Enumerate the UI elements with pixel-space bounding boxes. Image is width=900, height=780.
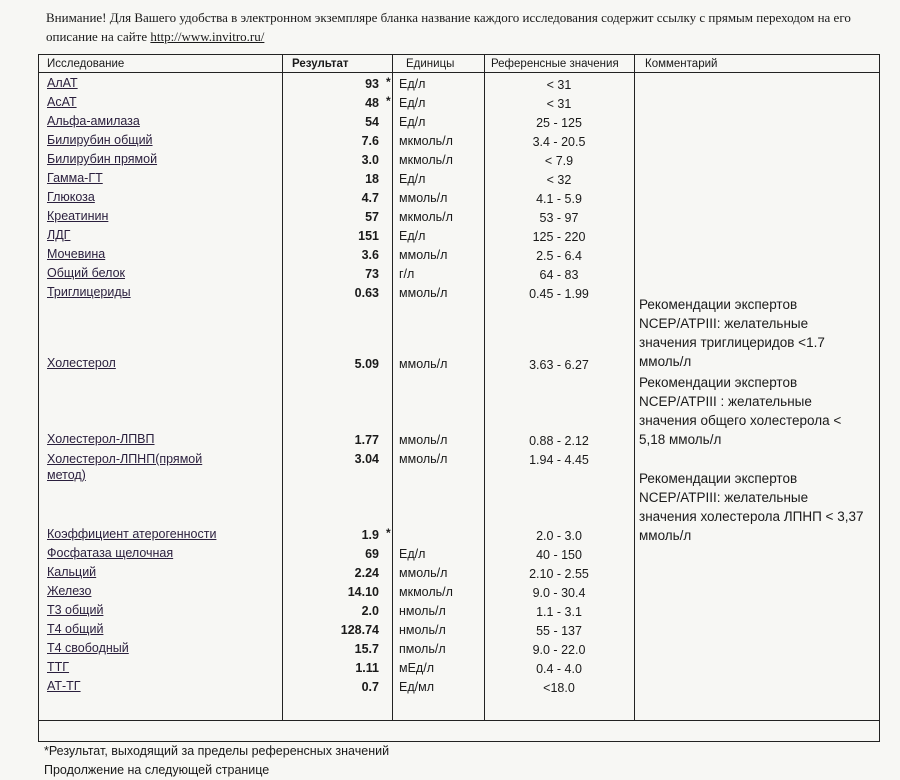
footnote: *Результат, выходящий за пределы референсных значений bbox=[44, 744, 390, 758]
table-row bbox=[39, 450, 879, 482]
reference-range: 2.10 - 2.55 bbox=[529, 567, 589, 581]
unit-value: ммоль/л bbox=[399, 357, 448, 371]
reference-range: < 31 bbox=[546, 78, 572, 92]
table-row bbox=[39, 621, 879, 640]
table-row bbox=[39, 151, 879, 170]
result-value: 2.0 bbox=[361, 604, 379, 618]
reference-range: 0.45 - 1.99 bbox=[529, 287, 589, 301]
table-row bbox=[39, 678, 879, 697]
table-row bbox=[39, 94, 879, 113]
unit-value: пмоль/л bbox=[399, 642, 446, 656]
header-units: Единицы bbox=[406, 58, 455, 70]
result-value: 3.0 bbox=[361, 153, 379, 167]
invitro-link[interactable]: http://www.invitro.ru/ bbox=[150, 29, 265, 44]
reference-range: 1.94 - 4.45 bbox=[529, 453, 589, 467]
result-value: 18 bbox=[365, 172, 379, 186]
result-value: 54 bbox=[365, 115, 379, 129]
result-value: 73 bbox=[365, 267, 379, 281]
table-row bbox=[39, 564, 879, 583]
reference-range: 9.0 - 22.0 bbox=[532, 643, 586, 657]
notice-message: Внимание! Для Вашего удобства в электронном экземпляре бланка название каждого исследования содержит ссылку с прямым переходом на его описание на сайте bbox=[46, 10, 851, 44]
test-link[interactable]: Коэффициент атерогенности bbox=[47, 527, 217, 541]
reference-range: < 31 bbox=[546, 97, 572, 111]
test-link[interactable]: Креатинин bbox=[47, 209, 109, 223]
notice-text bbox=[46, 8, 866, 46]
result-value: 1.11 bbox=[355, 661, 379, 675]
table-row bbox=[39, 189, 879, 208]
table-row bbox=[39, 75, 879, 94]
unit-value: нмоль/л bbox=[399, 623, 446, 637]
table-row bbox=[39, 132, 879, 151]
test-link[interactable]: Триглицериды bbox=[47, 285, 131, 299]
out-of-range-flag: * bbox=[386, 75, 391, 89]
result-value: 5.09 bbox=[354, 357, 379, 371]
continued-note: Продолжение на следующей странице bbox=[44, 763, 270, 777]
header-test: Исследование bbox=[47, 58, 125, 70]
unit-value: Ед/л bbox=[399, 96, 426, 110]
reference-range: <18.0 bbox=[543, 681, 575, 695]
test-link[interactable]: АТ-ТГ bbox=[47, 679, 81, 693]
reference-range: 2.5 - 6.4 bbox=[536, 249, 582, 263]
unit-value: ммоль/л bbox=[399, 286, 448, 300]
result-value: 1.9 bbox=[361, 528, 379, 542]
result-value: 15.7 bbox=[354, 642, 379, 656]
test-link[interactable]: Альфа-амилаза bbox=[47, 114, 140, 128]
result-value: 69 bbox=[365, 547, 379, 561]
out-of-range-flag: * bbox=[386, 526, 391, 540]
test-link[interactable]: Мочевина bbox=[47, 247, 106, 261]
reference-range: 3.4 - 20.5 bbox=[532, 135, 586, 149]
header-divider bbox=[39, 72, 879, 73]
result-value: 0.63 bbox=[354, 286, 379, 300]
unit-value: мкмоль/л bbox=[399, 210, 453, 224]
table-row bbox=[39, 246, 879, 265]
test-link[interactable]: Билирубин прямой bbox=[47, 152, 158, 166]
result-value: 151 bbox=[358, 229, 379, 243]
test-link[interactable]: ТТГ bbox=[47, 660, 70, 674]
table-row bbox=[39, 113, 879, 132]
test-link[interactable]: ЛДГ bbox=[47, 228, 71, 242]
comment-cholesterol: Рекомендации экспертов NCEP/ATPIII : желательные значения общего холестерола < 5,18 ммоль/л bbox=[639, 375, 842, 447]
result-value: 48 bbox=[365, 96, 379, 110]
test-link[interactable]: Т4 свободный bbox=[47, 641, 129, 655]
test-link[interactable]: Холестерол bbox=[47, 356, 116, 370]
unit-value: Ед/л bbox=[399, 547, 426, 561]
unit-value: Ед/л bbox=[399, 115, 426, 129]
unit-value: мкмоль/л bbox=[399, 153, 453, 167]
comment-ldl: Рекомендации экспертов NCEP/ATPIII: желательные значения холестерола ЛПНП < 3,37 ммоль/л bbox=[639, 471, 864, 543]
unit-value: ммоль/л bbox=[399, 248, 448, 262]
result-value: 1.77 bbox=[354, 433, 379, 447]
out-of-range-flag: * bbox=[386, 94, 391, 108]
reference-range: 0.88 - 2.12 bbox=[529, 434, 589, 448]
result-value: 2.24 bbox=[354, 566, 379, 580]
unit-value: Ед/л bbox=[399, 172, 426, 186]
table-row bbox=[39, 602, 879, 621]
test-link[interactable]: Глюкоза bbox=[47, 190, 95, 204]
unit-value: Ед/л bbox=[399, 229, 426, 243]
reference-range: < 7.9 bbox=[544, 154, 574, 168]
reference-range: 0.4 - 4.0 bbox=[536, 662, 582, 676]
table-row bbox=[39, 545, 879, 564]
reference-range: 9.0 - 30.4 bbox=[532, 586, 586, 600]
header-comment: Комментарий bbox=[645, 58, 718, 70]
table-row bbox=[39, 659, 879, 678]
result-value: 57 bbox=[365, 210, 379, 224]
comment-triglycerides: Рекомендации экспертов NCEP/ATPIII: желательные значения триглицеридов <1.7 ммоль/л bbox=[639, 297, 825, 369]
table-row bbox=[39, 227, 879, 246]
reference-range: 3.63 - 6.27 bbox=[529, 358, 589, 372]
reference-range: < 32 bbox=[546, 173, 572, 187]
unit-value: мкмоль/л bbox=[399, 134, 453, 148]
test-link[interactable]: Железо bbox=[47, 584, 92, 598]
table-row bbox=[39, 583, 879, 602]
unit-value: ммоль/л bbox=[399, 433, 448, 447]
unit-value: мкмоль/л bbox=[399, 585, 453, 599]
table-bottom-line bbox=[39, 720, 879, 721]
test-link[interactable]: Фосфатаза щелочная bbox=[47, 546, 174, 560]
test-link[interactable]: Т3 общий bbox=[47, 603, 104, 617]
unit-value: мЕд/л bbox=[399, 661, 434, 675]
reference-range: 1.1 - 3.1 bbox=[536, 605, 582, 619]
test-link[interactable]: АсАТ bbox=[47, 95, 77, 109]
test-link[interactable]: Холестерол-ЛПНП(прямой метод) bbox=[47, 452, 203, 482]
reference-range: 4.1 - 5.9 bbox=[536, 192, 582, 206]
test-link[interactable]: Гамма-ГТ bbox=[47, 171, 103, 185]
reference-range: 55 - 137 bbox=[536, 624, 582, 638]
unit-value: Ед/мл bbox=[399, 680, 434, 694]
reference-range: 53 - 97 bbox=[539, 211, 579, 225]
test-link[interactable]: Холестерол-ЛПВП bbox=[47, 432, 155, 446]
unit-value: ммоль/л bbox=[399, 566, 448, 580]
unit-value: ммоль/л bbox=[399, 191, 448, 205]
table-row bbox=[39, 640, 879, 659]
result-value: 7.6 bbox=[361, 134, 379, 148]
test-link[interactable]: АлАТ bbox=[47, 76, 78, 90]
result-value: 128.74 bbox=[340, 623, 379, 637]
result-value: 4.7 bbox=[361, 191, 379, 205]
reference-range: 64 - 83 bbox=[539, 268, 579, 282]
table-row bbox=[39, 170, 879, 189]
unit-value: ммоль/л bbox=[399, 452, 448, 466]
header-reference: Референсные значения bbox=[491, 58, 619, 70]
result-value: 14.10 bbox=[347, 585, 379, 599]
unit-value: г/л bbox=[399, 267, 415, 281]
test-link[interactable]: Билирубин общий bbox=[47, 133, 153, 147]
header-result: Результат bbox=[292, 58, 349, 70]
reference-range: 25 - 125 bbox=[536, 116, 582, 130]
result-value: 93 bbox=[365, 77, 379, 91]
reference-range: 125 - 220 bbox=[532, 230, 586, 244]
test-link[interactable]: Кальций bbox=[47, 565, 97, 579]
reference-range: 40 - 150 bbox=[536, 548, 582, 562]
test-link[interactable]: Т4 общий bbox=[47, 622, 104, 636]
reference-range: 2.0 - 3.0 bbox=[536, 529, 582, 543]
results-table bbox=[38, 54, 880, 742]
result-value: 3.04 bbox=[354, 452, 379, 466]
unit-value: нмоль/л bbox=[399, 604, 446, 618]
result-value: 0.7 bbox=[361, 680, 379, 694]
table-row bbox=[39, 265, 879, 284]
table-row bbox=[39, 208, 879, 227]
test-link[interactable]: Общий белок bbox=[47, 266, 126, 280]
unit-value: Ед/л bbox=[399, 77, 426, 91]
result-value: 3.6 bbox=[361, 248, 379, 262]
